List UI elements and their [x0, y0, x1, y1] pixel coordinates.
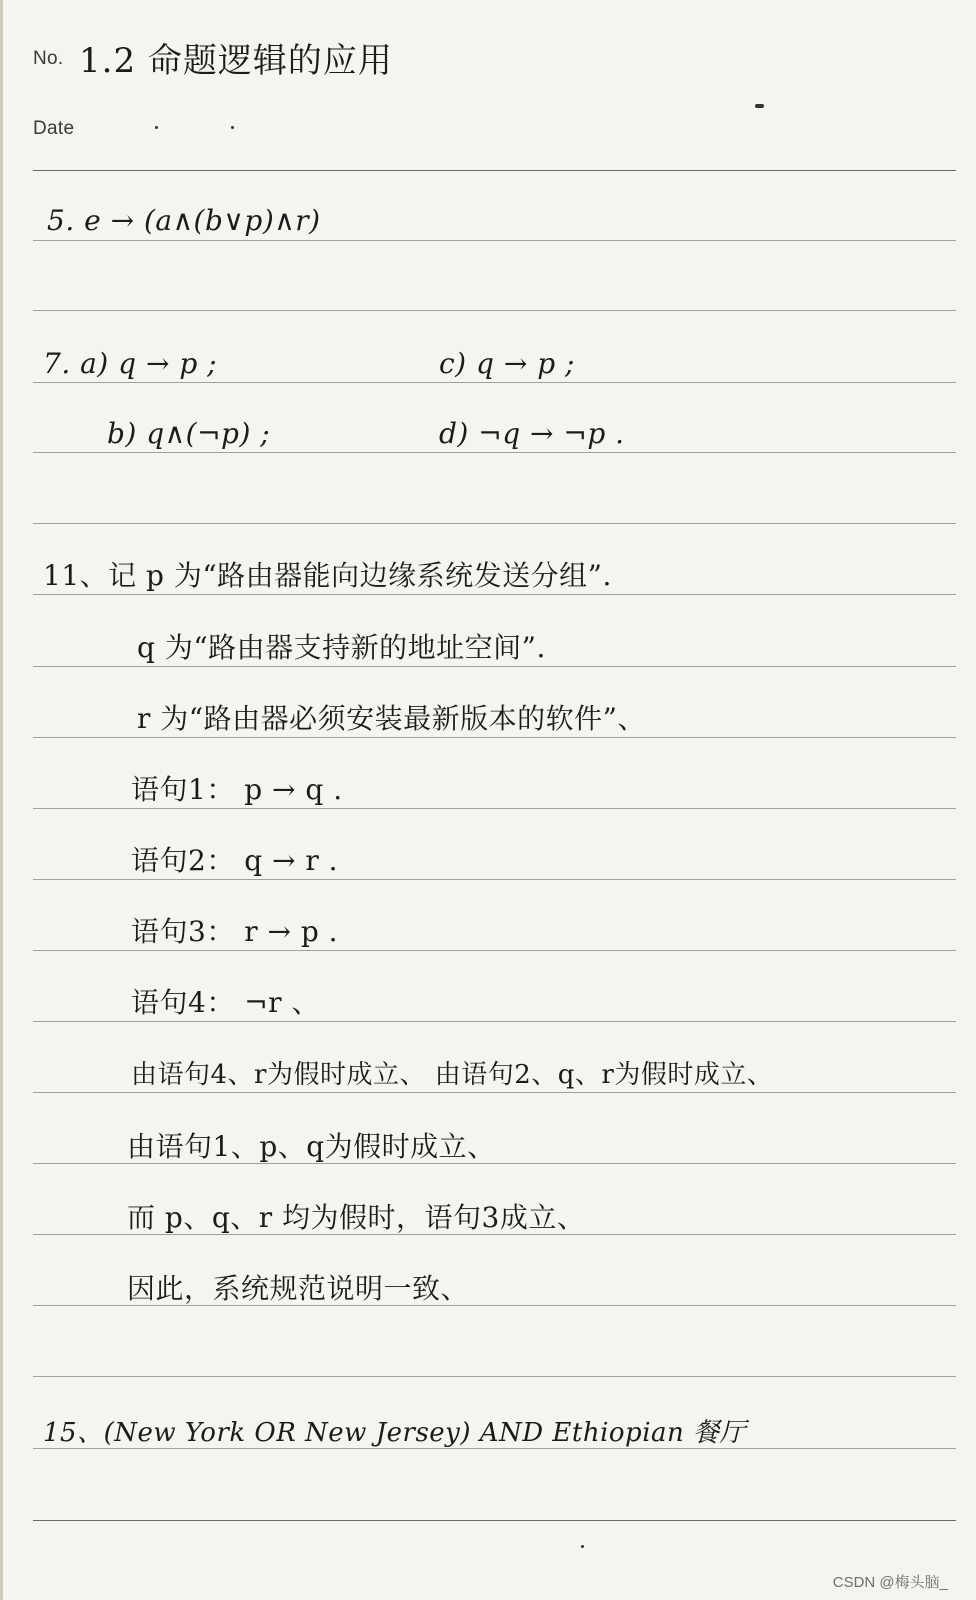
answer-11-line-4: 语句1： p → q . [131, 773, 343, 806]
ruled-line [33, 1376, 956, 1377]
answer-7a: 7. a) q → p ; [43, 347, 218, 380]
ruled-line [33, 666, 956, 667]
ruled-line [33, 1234, 956, 1235]
answer-11-line-7: 语句4： ¬r 、 [131, 986, 320, 1019]
answer-7b: b) q∧(¬p) ; [107, 417, 271, 450]
ruled-line [33, 1305, 956, 1306]
no-label: No. [33, 48, 64, 69]
ruled-line [33, 1163, 956, 1164]
ruled-line [33, 452, 956, 453]
answer-11-line-5: 语句2： q → r . [131, 844, 339, 877]
ink-speck [231, 126, 234, 129]
answer-11-line-3: r 为“路由器必须安装最新版本的软件”、 [137, 702, 646, 735]
answer-7c: c) q → p ; [439, 347, 575, 380]
answer-5: 5. e → (a∧(b∨p)∧r) [47, 204, 321, 237]
page-title: 1.2 命题逻辑的应用 [79, 41, 393, 81]
ruled-line [33, 523, 956, 524]
ruled-line [33, 382, 956, 383]
ink-speck [581, 1545, 584, 1548]
answer-11-line-8: 由语句4、r为假时成立、 由语句2、q、r为假时成立、 [131, 1060, 774, 1090]
date-label: Date [33, 118, 75, 139]
answer-7d: d) ¬q → ¬p . [439, 417, 625, 450]
ruled-line [33, 170, 956, 171]
answer-11-line-2: q 为“路由器支持新的地址空间”. [137, 631, 546, 664]
answer-11-line-6: 语句3： r → p . [131, 915, 339, 948]
ruled-line [33, 1520, 956, 1521]
ruled-line [33, 1448, 956, 1449]
ruled-line [33, 594, 956, 595]
ruled-line [33, 808, 956, 809]
watermark: CSDN @梅头脑_ [832, 1574, 948, 1591]
ruled-line [33, 310, 956, 311]
ruled-line [33, 737, 956, 738]
ink-speck [755, 104, 764, 108]
ruled-line [33, 1021, 956, 1022]
answer-15: 15、(New York OR New Jersey) AND Ethiopian 餐厅 [43, 1418, 747, 1448]
answer-11-line-9: 由语句1、p、q为假时成立、 [127, 1130, 496, 1163]
answer-11-line-11: 因此，系统规范说明一致、 [127, 1272, 470, 1305]
ruled-line [33, 950, 956, 951]
ink-speck [155, 126, 158, 129]
ruled-line [33, 1092, 956, 1093]
answer-11-line-10: 而 p、q、r 均为假时，语句3成立、 [127, 1201, 586, 1234]
ruled-line [33, 240, 956, 241]
ruled-line [33, 879, 956, 880]
answer-11-line-1: 11、记 p 为“路由器能向边缘系统发送分组”. [43, 559, 612, 592]
